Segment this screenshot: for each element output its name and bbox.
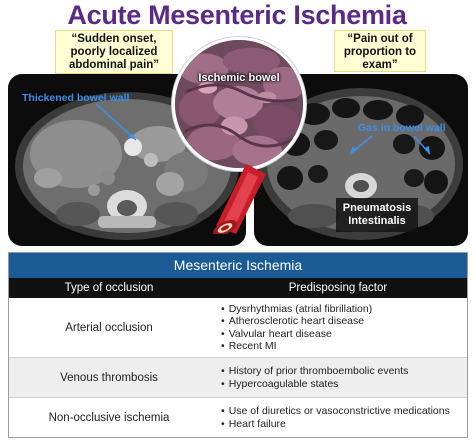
factor-item: • Valvular heart disease: [221, 328, 467, 341]
row-type: Venous thrombosis: [60, 371, 158, 384]
label-gas-in-bowel-wall: Gas in bowel wall: [358, 122, 446, 134]
factor-item: • Dysrhythmias (atrial fibrillation): [221, 303, 467, 316]
table-header-row: [9, 278, 467, 298]
table-title: Mesenteric Ischemia: [9, 253, 467, 278]
factor-item: • History of prior thromboembolic events: [221, 365, 467, 378]
table-row: [9, 357, 467, 397]
row-type: Arterial occlusion: [65, 321, 153, 334]
mesenteric-ischemia-table: [8, 252, 468, 438]
blood-vessel-cross-section-icon: [210, 160, 268, 234]
page-title: Acute Mesenteric Ischemia: [67, 0, 407, 30]
row-factors: [209, 405, 467, 430]
label-pneumatosis-intestinalis: Pneumatosis Intestinalis: [336, 198, 418, 232]
factor-item: • Hypercoagulable states: [221, 378, 467, 391]
header-type-of-occlusion: Type of occlusion: [64, 282, 154, 294]
factor-item: • Heart failure: [221, 418, 467, 431]
factor-item: • Atherosclerotic heart disease: [221, 315, 467, 328]
row-type: Non-occlusive ischemia: [48, 411, 170, 424]
table-row: [9, 298, 467, 357]
label-ischemic-bowel: Ischemic bowel: [198, 72, 280, 84]
row-factors: [209, 365, 467, 390]
row-factors: [209, 303, 467, 353]
table-row: [9, 397, 467, 437]
header-predisposing-factor: Predisposing factor: [288, 282, 388, 294]
factor-item: • Use of diuretics or vasoconstrictive medications: [221, 405, 467, 418]
ischemic-bowel-photo: [172, 37, 306, 171]
quote-pain-out-of-proportion: “Pain out of proportion to exam”: [334, 30, 426, 72]
ischemic-bowel-image: [175, 40, 303, 168]
factor-item: • Recent MI: [221, 340, 467, 353]
label-thickened-bowel-wall: Thickened bowel wall: [22, 92, 130, 104]
quote-sudden-onset: “Sudden onset, poorly localized abdominal pain”: [55, 30, 173, 74]
